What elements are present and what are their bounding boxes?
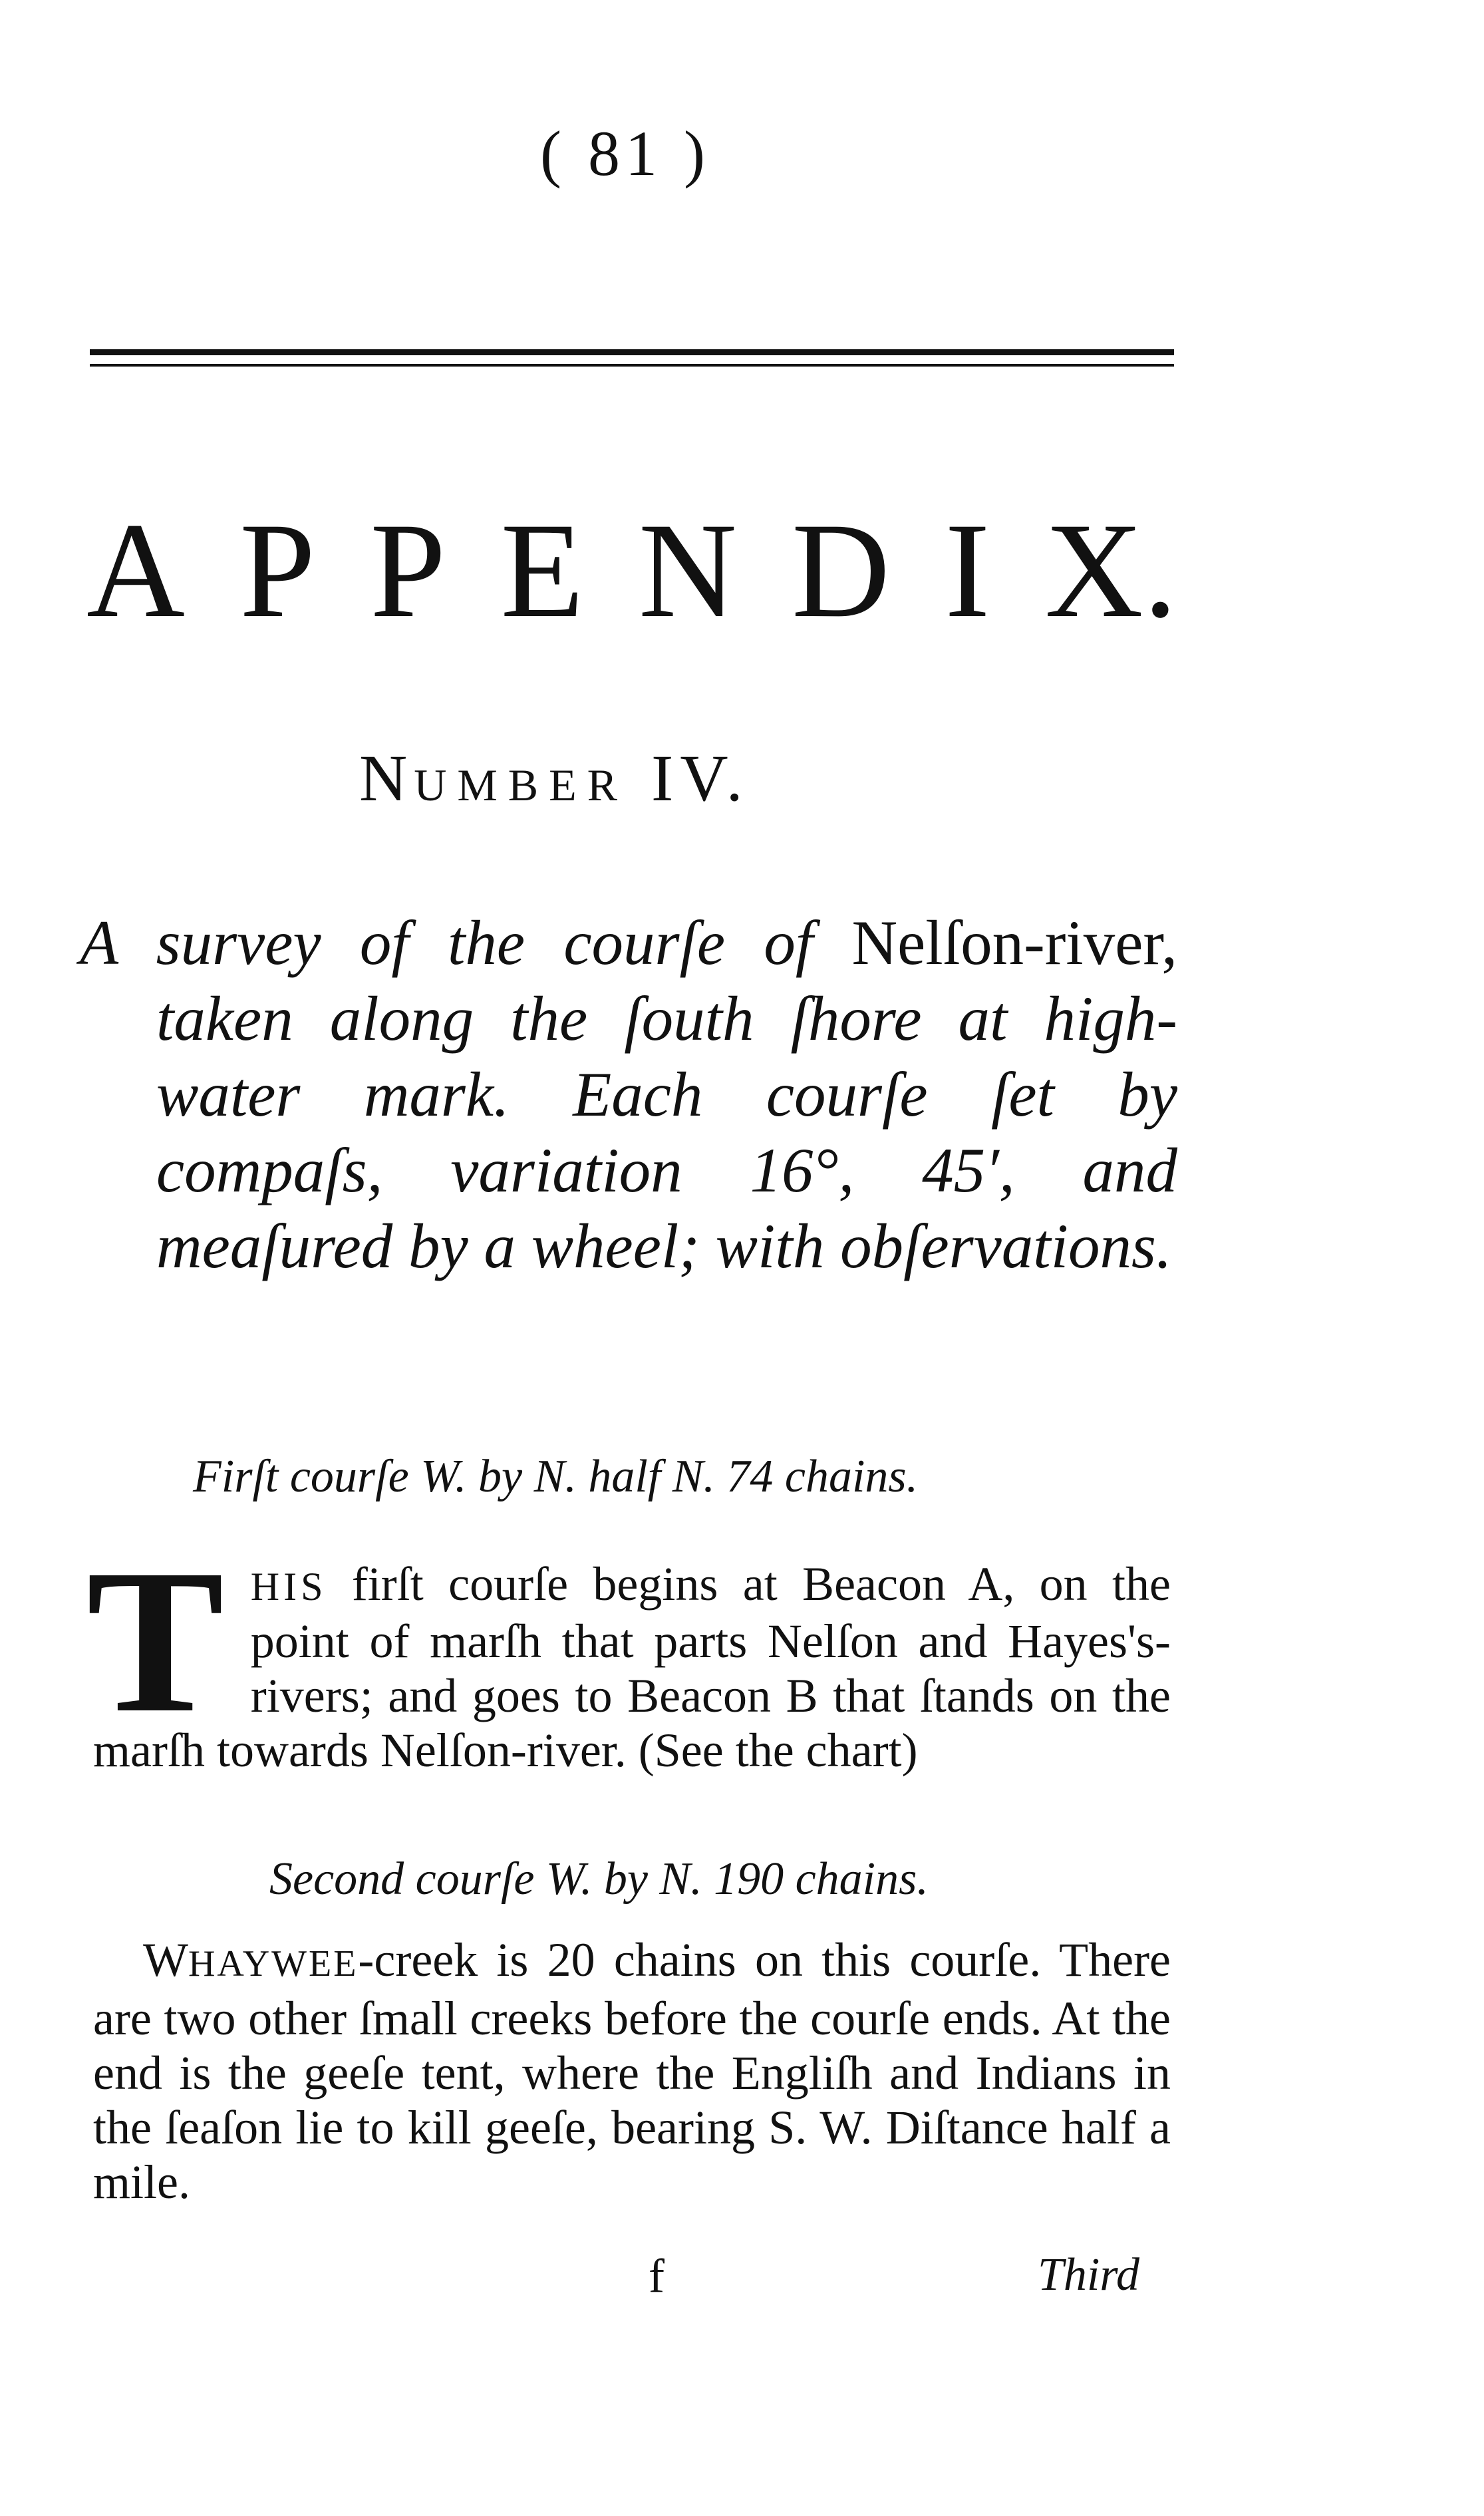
survey-title (80, 905, 1177, 1284)
section-number (359, 741, 750, 815)
drop-cap: T (86, 1527, 224, 1756)
signature-mark: f (649, 2249, 665, 2302)
appendix-letter: N (638, 495, 737, 646)
second-course-text: -creek is 20 chains on this courſe. There are two other ſmall creeks before the courſe ends. At the end is the geeſe tent, where the Engliſh and Indians in the ſeaſon lie to kill geeſe, bearing S. W. Diſtance half a mile. (93, 1933, 1171, 2209)
first-course-text: firſt courſe begins at Beacon A, on the point of marſh that parts Nelſon and Hayes's-rivers; and goes to Beacon B that ſtands on the marſh towards Nelſon-river. (See the chart) (93, 1557, 1171, 1777)
appendix-letter: P (239, 495, 316, 646)
appendix-letter: E (500, 495, 584, 646)
number-initial: N (359, 741, 414, 815)
appendix-letter: I (945, 495, 990, 646)
second-course-paragraph (93, 1933, 1171, 2209)
survey-river: Nelſon-river, (851, 907, 1177, 978)
number-numeral: IV. (651, 741, 750, 815)
appendix-letter: D (792, 495, 891, 646)
first-course-paragraph (86, 1527, 1171, 1778)
catchword: Third (1038, 2249, 1140, 2300)
second-course-heading: Second courſe W. by N. 190 chains. (269, 1853, 929, 1905)
page-number: ( 81 ) (540, 118, 710, 189)
header-rule-thick (90, 349, 1174, 355)
survey-rest: taken along the ſouth ſhore at high-water mark. Each courſe ſet by compaſs, variation 16°, 45′, and meaſured by a wheel; with obſervations. (156, 983, 1177, 1281)
appendix-title (86, 495, 1177, 646)
header-rule (90, 336, 1174, 376)
appendix-letter: X. (1044, 495, 1177, 646)
appendix-letter: A (86, 495, 186, 646)
header-rule-thin (90, 364, 1174, 367)
second-course-lead-caps: HAYWEE (188, 1943, 359, 1984)
second-course-lead-initial: W (143, 1933, 188, 1986)
first-course-heading: Firſt courſe W. by N. half N. 74 chains. (193, 1451, 919, 1502)
appendix-letter: P (370, 495, 446, 646)
survey-lead: A survey of the courſe of (80, 907, 852, 978)
first-course-lead-caps: HIS (250, 1565, 327, 1609)
number-rest: UMBER (414, 760, 629, 810)
